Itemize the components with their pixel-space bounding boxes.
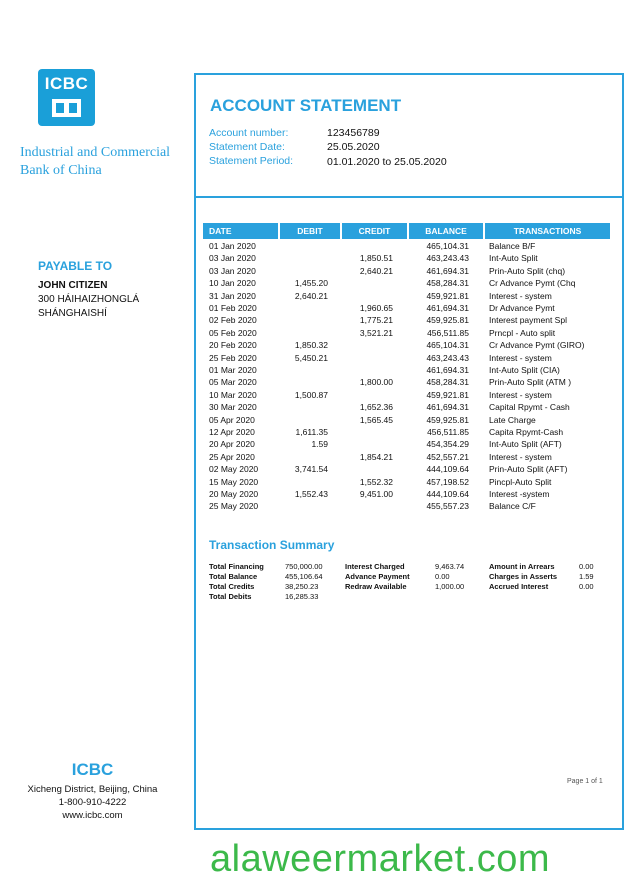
cell-desc: Cr Advance Pymt (Chq [489, 278, 576, 289]
summary-value: 1,000.00 [435, 582, 465, 591]
cell-balance: 461,694.31 [426, 265, 469, 276]
cell-date: 05 Mar 2020 [209, 377, 257, 388]
statement-period: 01.01.2020 to 25.05.2020 [327, 156, 447, 168]
table-row [0, 401, 635, 413]
bank-logo [38, 69, 95, 126]
cell-debit: 1.59 [311, 439, 328, 450]
cell-balance: 461,694.31 [426, 303, 469, 313]
table-row [0, 352, 635, 364]
footer-address: Xicheng District, Beijing, China [27, 784, 158, 795]
cell-credit: 3,521.21 [359, 327, 393, 338]
cell-balance: 456,511.85 [427, 427, 469, 437]
cell-credit: 1,800.00 [359, 377, 393, 388]
summary-value: 16,285.33 [285, 592, 319, 601]
summary-value: 0.00 [579, 562, 594, 571]
payable-to-label: PAYABLE TO [38, 259, 113, 273]
cell-balance: 461,694.31 [426, 402, 469, 413]
table-row [0, 488, 635, 500]
customer-address-line1: 300 HÁIHAIZHONGLÁ [38, 294, 140, 305]
cell-balance: 454,354.29 [426, 439, 469, 450]
cell-date: 01 Jan 2020 [209, 241, 256, 251]
cell-desc: Interest payment Spl [489, 315, 567, 326]
logo-bar-center [64, 99, 69, 117]
logo-text: ICBC [44, 74, 89, 93]
summary-label: Total Financing [209, 562, 264, 571]
table-row [0, 500, 635, 512]
cell-credit: 9,451.00 [359, 489, 393, 499]
cell-debit: 3,741.54 [294, 464, 328, 475]
cell-date: 05 Feb 2020 [209, 327, 257, 338]
table-row [0, 389, 635, 401]
cell-balance: 444,109.64 [426, 464, 469, 475]
cell-balance: 459,921.81 [426, 290, 469, 301]
cell-desc: Dr Advance Pymt [489, 303, 555, 313]
cell-desc: Cr Advance Pymt (GIRO) [489, 340, 585, 351]
account-number: 123456789 [327, 127, 380, 139]
summary-value: 750,000.00 [285, 562, 323, 571]
cell-balance: 455,557.23 [426, 501, 469, 512]
table-row [0, 426, 635, 438]
table-row [0, 314, 635, 326]
cell-debit: 1,500.87 [294, 389, 328, 400]
summary-value: 38,250.23 [285, 582, 319, 591]
cell-desc: Late Charge [489, 414, 536, 425]
statement-title: ACCOUNT STATEMENT [210, 96, 402, 115]
summary-label: Advance Payment [345, 572, 410, 581]
cell-desc: Int-Auto Split [489, 253, 538, 264]
statement-period-label: Statement Period: [209, 155, 294, 167]
cell-credit: 2,640.21 [359, 265, 393, 276]
statement-date-label: Statement Date: [209, 141, 285, 153]
cell-desc: Balance B/F [489, 241, 536, 251]
cell-debit: 2,640.21 [294, 290, 328, 301]
summary-label: Amount in Arrears [489, 562, 555, 571]
cell-date: 12 Apr 2020 [209, 427, 255, 437]
customer-address-line2: SHÁNGHAISHÍ [38, 308, 107, 319]
cell-desc: Prin-Auto Split (ATM ) [489, 377, 572, 388]
cell-desc: Prin-Auto Split (chq) [489, 265, 566, 276]
table-row [0, 476, 635, 488]
cell-balance: 463,243.43 [426, 352, 469, 363]
cell-debit: 1,611.35 [295, 427, 328, 437]
watermark: alaweermarket.com [210, 838, 551, 880]
cell-date: 31 Jan 2020 [209, 290, 256, 301]
cell-credit: 1,565.45 [359, 414, 393, 425]
summary-label: Total Balance [209, 572, 258, 581]
summary-label: Total Credits [209, 582, 255, 591]
table-row [0, 364, 635, 376]
summary-label: Interest Charged [345, 562, 405, 571]
cell-desc: Balance C/F [489, 501, 536, 512]
cell-date: 05 Apr 2020 [209, 414, 255, 425]
cell-credit: 1,850.51 [359, 253, 393, 264]
cell-balance: 452,557.21 [426, 451, 469, 462]
cell-balance: 459,925.81 [426, 315, 469, 326]
table-row [0, 339, 635, 351]
cell-date: 25 Feb 2020 [209, 352, 257, 363]
cell-date: 03 Jan 2020 [209, 253, 256, 264]
cell-debit: 1,850.32 [294, 340, 328, 351]
bank-name-line2: Bank of China [20, 163, 102, 178]
cell-credit: 1,775.21 [359, 315, 393, 326]
cell-date: 02 Feb 2020 [209, 315, 257, 326]
cell-balance: 457,198.52 [426, 476, 469, 487]
cell-balance: 458,284.31 [426, 278, 469, 289]
table-row [0, 302, 635, 314]
cell-balance: 444,109.64 [426, 489, 469, 499]
summary-label: Accrued Interest [489, 582, 549, 591]
page-number: Page 1 of 1 [567, 778, 603, 785]
table-row [0, 414, 635, 426]
cell-desc: Interest - system [489, 451, 552, 462]
cell-credit: 1,552.32 [359, 476, 393, 487]
cell-date: 03 Jan 2020 [209, 265, 256, 276]
table-row [0, 463, 635, 475]
table-header-transactions: TRANSACTIONS [485, 223, 610, 239]
table-row [0, 376, 635, 388]
summary-value: 0.00 [435, 572, 450, 581]
account-number-label: Account number: [209, 127, 289, 139]
cell-credit: 1,854.21 [359, 451, 393, 462]
summary-value: 9,463.74 [435, 562, 465, 571]
table-row [0, 438, 635, 450]
table-row [0, 240, 635, 252]
cell-date: 01 Feb 2020 [209, 303, 257, 313]
cell-date: 25 Apr 2020 [209, 451, 255, 462]
table-row [0, 327, 635, 339]
table-row [0, 277, 635, 289]
footer-brand: ICBC [71, 760, 114, 779]
table-header-balance: BALANCE [409, 223, 483, 239]
cell-date: 10 Jan 2020 [209, 278, 256, 289]
cell-date: 15 May 2020 [209, 476, 259, 487]
cell-date: 20 Apr 2020 [209, 439, 255, 450]
bank-name-line1: Industrial and Commercial [20, 145, 171, 160]
cell-date: 01 Mar 2020 [209, 365, 257, 375]
cell-date: 10 Mar 2020 [209, 389, 257, 400]
summary-label: Total Debits [209, 592, 252, 601]
summary-title: Transaction Summary [209, 538, 335, 552]
cell-desc: Interest -system [489, 489, 550, 499]
summary-value: 455,106.64 [285, 572, 323, 581]
statement-date: 25.05.2020 [327, 141, 380, 153]
cell-balance: 456,511.85 [427, 327, 469, 338]
cell-debit: 1,552.43 [294, 489, 328, 499]
cell-debit: 1,455.20 [294, 278, 328, 289]
footer-phone: 1-800-910-4222 [58, 797, 127, 808]
cell-desc: Pincpl-Auto Split [489, 476, 552, 487]
cell-desc: Int-Auto Split (AFT) [489, 439, 562, 450]
table-header-date: DATE [203, 223, 278, 239]
cell-balance: 461,694.31 [426, 365, 469, 375]
bank-name [20, 144, 195, 180]
table-row [0, 290, 635, 302]
cell-balance: 463,243.43 [426, 253, 469, 264]
cell-desc: Prncpl - Auto split [489, 327, 556, 338]
cell-date: 02 May 2020 [209, 464, 259, 475]
footer-website[interactable]: www.icbc.com [62, 810, 123, 821]
cell-balance: 465,104.31 [426, 241, 469, 251]
header-divider [194, 196, 624, 198]
cell-credit: 1,652.36 [359, 402, 393, 413]
summary-value: 0.00 [579, 582, 594, 591]
cell-date: 30 Mar 2020 [209, 402, 257, 413]
table-row [0, 265, 635, 277]
cell-credit: 1,960.65 [359, 303, 393, 313]
cell-desc: Capital Rpymt - Cash [489, 402, 570, 413]
cell-desc: Interest - system [489, 389, 552, 400]
table-header-debit: DEBIT [280, 223, 340, 239]
cell-desc: Int-Auto Split (CIA) [489, 365, 560, 375]
cell-desc: Interest - system [489, 352, 552, 363]
cell-balance: 465,104.31 [426, 340, 469, 351]
summary-value: 1.59 [579, 572, 594, 581]
customer-name: JOHN CITIZEN [38, 280, 108, 291]
cell-debit: 5,450.21 [294, 352, 328, 363]
cell-desc: Capita Rpymt-Cash [489, 427, 564, 437]
cell-date: 20 May 2020 [209, 489, 259, 499]
cell-date: 25 May 2020 [209, 501, 259, 512]
cell-desc: Prin-Auto Split (AFT) [489, 464, 568, 475]
cell-desc: Interest - system [489, 290, 552, 301]
cell-balance: 458,284.31 [426, 377, 469, 388]
cell-balance: 459,925.81 [426, 414, 469, 425]
table-row [0, 252, 635, 264]
table-header-credit: CREDIT [342, 223, 407, 239]
table-row [0, 451, 635, 463]
cell-date: 20 Feb 2020 [209, 340, 257, 351]
summary-label: Redraw Available [345, 582, 407, 591]
summary-label: Charges in Asserts [489, 572, 558, 581]
cell-balance: 459,921.81 [426, 389, 469, 400]
